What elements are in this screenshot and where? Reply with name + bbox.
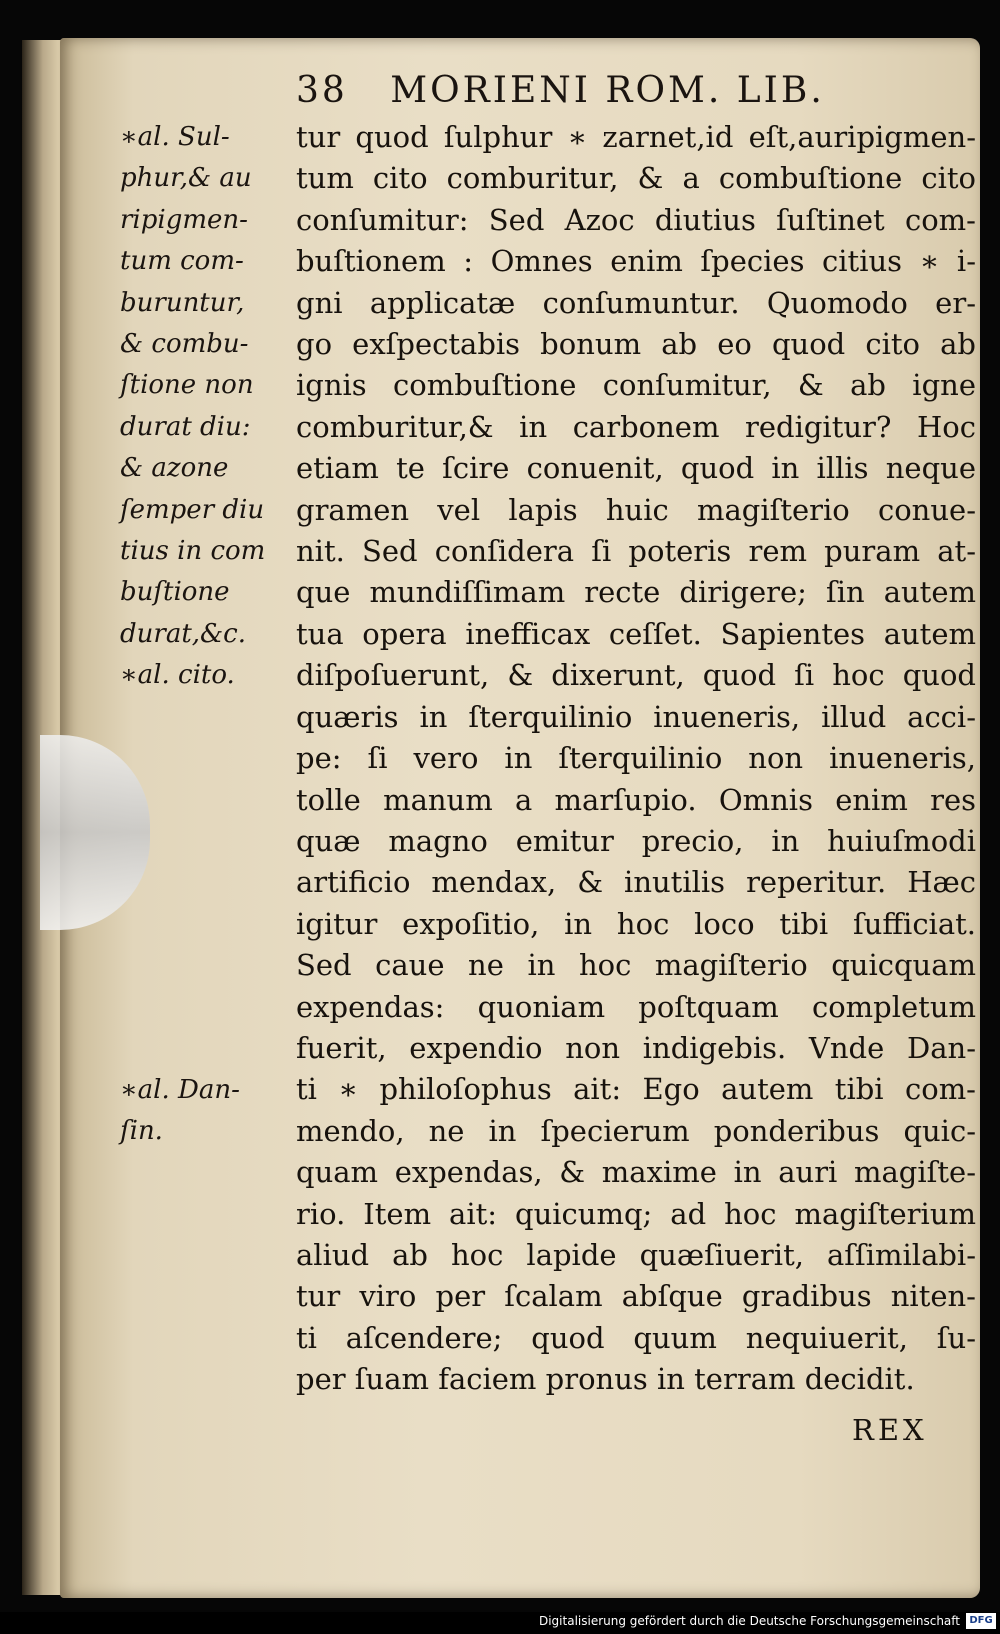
text-line: igitur expoſitio, in hoc loco tibi ſufficiat. (296, 906, 976, 941)
running-title: MORIENI ROM. LIB. (390, 70, 825, 111)
text-line: ti aſcendere; quod quum nequiuerit, ſu- (296, 1320, 976, 1355)
text-line: quam expendas, & maxime in auri magiſte- (296, 1155, 976, 1190)
margin-note-line: ∗al. Dan- (120, 1075, 240, 1105)
text-line: rio. Item ait: quicumq; ad hoc magiſterium (296, 1196, 976, 1231)
margin-note-line: ∗al. cito. (120, 660, 235, 691)
margin-note-line: durat diu: (120, 411, 251, 442)
text-line: expendas: quoniam poſtquam completum (296, 989, 976, 1024)
margin-note-line: ſin. (120, 1116, 163, 1147)
text-line: tur viro per ſcalam abſque gradibus niten- (296, 1279, 976, 1314)
margin-note-line: buſtione (120, 577, 230, 608)
text-line: que mundiſſimam recte dirigere; ſin autem (296, 575, 976, 610)
text-line: mendo, ne in ſpecierum ponderibus quic- (296, 1113, 976, 1148)
text-line: tolle manum a marſupio. Omnis enim res (296, 782, 976, 817)
text-line: ti ∗ philoſophus ait: Ego autem tibi com- (296, 1072, 976, 1107)
margin-notes-lower (120, 1070, 290, 1153)
margin-note-line: tum com- (120, 246, 244, 277)
margin-note-line: tius in com (120, 536, 266, 567)
margin-note-line: ∗al. Sul- (120, 122, 230, 152)
text-line: tua opera inefficax ceſſet. Sapientes autem (296, 616, 976, 651)
text-line: diſpoſuerunt, & dixerunt, quod ſi hoc quod (296, 658, 976, 693)
text-line: gramen vel lapis huic magiſterio conue- (296, 492, 976, 527)
text-line: pe: ſi vero in ſterquilinio non inueneris, (296, 741, 976, 776)
text-line: etiam te ſcire conuenit, quod in illis neque (296, 451, 976, 486)
margin-note-line: phur,& au (120, 163, 252, 194)
text-line: ignis combuſtione conſumitur, & ab igne (296, 368, 976, 403)
text-line: gni applicatæ conſumuntur. Quomodo er- (296, 285, 976, 320)
dfg-logo: DFG (966, 1613, 996, 1629)
text-line: tur quod ſulphur ∗ zarnet,id eſt,auripigmen- (296, 120, 976, 154)
text-line: comburitur,& in carbonem redigitur? Hoc (296, 409, 976, 444)
margin-note-line: buruntur, (120, 287, 245, 318)
text-line: quæ magno emitur precio, in huiuſmodi (296, 823, 976, 858)
margin-note-line: ſemper diu (120, 494, 265, 525)
margin-note-line: & combu- (120, 329, 249, 360)
text-line: go exſpectabis bonum ab eo quod cito ab (296, 327, 976, 362)
text-line: nit. Sed conſidera ſi poteris rem puram at- (296, 534, 976, 569)
margin-note-line: ſtione non (120, 370, 254, 401)
margin-note-line: & azone (120, 453, 229, 484)
text-line: conſumitur: Sed Azoc diutius ſuſtinet com- (296, 202, 976, 237)
footer-credit: Digitalisierung gefördert durch die Deutsche Forschungsgemeinschaft (538, 1614, 960, 1628)
page-number: 38 (296, 70, 348, 111)
running-header (296, 70, 825, 111)
text-line: fuerit, expendio non indigebis. Vnde Dan- (296, 1030, 976, 1065)
text-line: Sed caue ne in hoc magiſterio quicquam (296, 948, 976, 983)
text-line: artificio mendax, & inutilis reperitur. Hæc (296, 865, 976, 900)
catchword: REX (852, 1413, 928, 1447)
body-text (296, 117, 976, 1401)
margin-note-line: ripigmen- (120, 204, 248, 235)
text-line: aliud ab hoc lapide quæſiuerit, aſſimilabi- (296, 1237, 976, 1272)
text-line: per ſuam faciem pronus in terram decidit. (296, 1362, 915, 1397)
text-line: quæris in ſterquilinio inueneris, illud acci- (296, 699, 976, 734)
text-line: buſtionem : Omnes enim ſpecies citius ∗ i- (296, 244, 976, 279)
margin-note-line: durat,&c. (120, 618, 247, 649)
margin-notes (120, 117, 290, 697)
text-line: tum cito comburitur, & a combuſtione cito (296, 161, 976, 196)
